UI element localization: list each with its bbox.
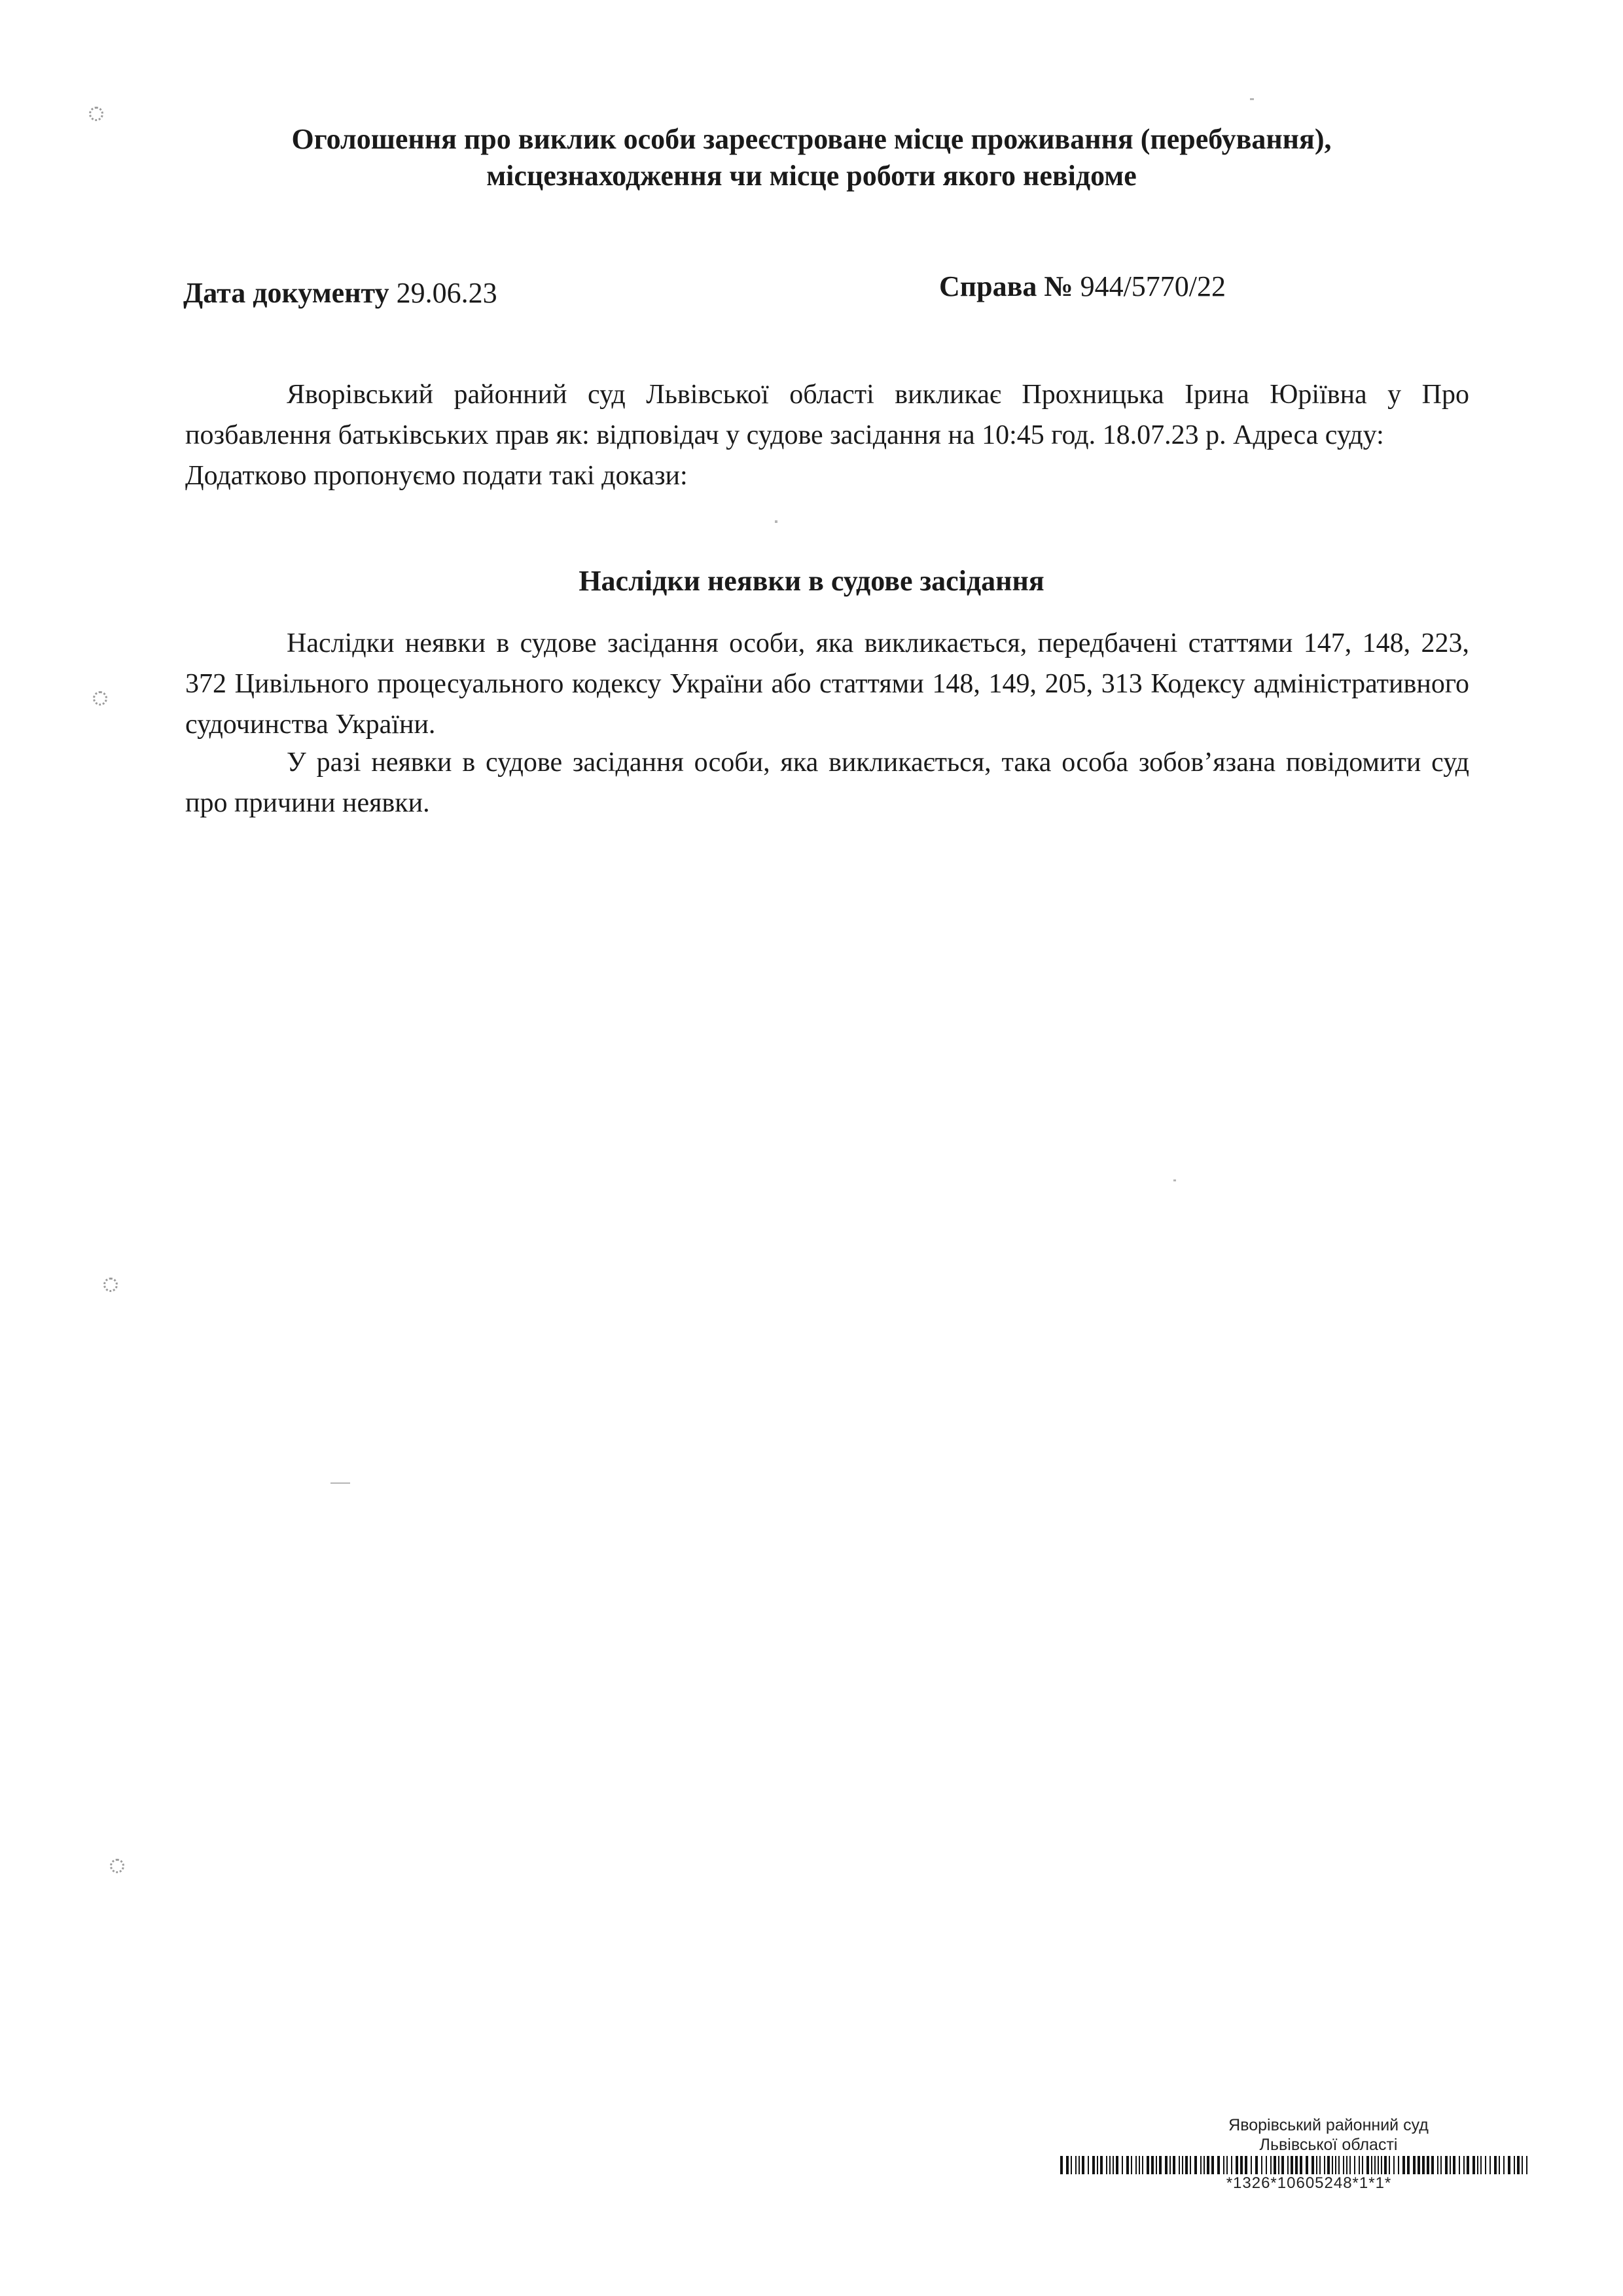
summons-paragraph [185,374,1469,496]
barcode [1060,2156,1531,2174]
title-line-2: місцезнаходження чи місце роботи якого невідоме [486,160,1137,192]
punch-hole-mark [93,691,107,706]
scan-speck [1173,1179,1176,1181]
barcode-number: *1326*10605248*1*1* [1226,2174,1392,2192]
scan-speck [775,520,777,523]
stamp-region: Львівської області [1259,2136,1398,2154]
consequences-paragraph: Наслідки неявки в судове засідання особи, яка викликається, передбачені статтями 147, 148, 223, 372 Цивільного процесуального кодексу України або статтями 148, 149, 205, 313 Кодексу адміністративного судочинства України. [185,628,1469,740]
case-number-value: 944/5770/22 [1080,270,1226,302]
scan-speck [1250,98,1254,100]
document-date-label: Дата документу [183,277,389,309]
document-title [0,121,1623,194]
document-date-value: 29.06.23 [396,277,497,309]
punch-hole-mark [110,1859,124,1873]
stamp-court-name: Яворівський районний суд [1228,2116,1429,2134]
court-registration-stamp [1060,2115,1558,2193]
punch-hole-mark [89,107,103,121]
document-date [183,275,497,312]
title-line-1: Оголошення про виклик особи зареєстроване місце проживання (перебування), [291,123,1332,155]
notification-paragraph: У разі неявки в судове засідання особи, яка викликається, така особа зобов’язана повідомити суд про причини неявки. [185,747,1469,818]
summons-text: Яворівський районний суд Львівської області викликає Прохницька Ірина Юріївна у Про позбавлення батьківських прав як: відповідач у судове засідання на 10:45 год. 18.07.23 р. Адреса суду: [185,380,1469,450]
evidence-request-text: Додатково пропонуємо подати такі докази: [185,461,688,491]
punch-hole-mark [103,1278,118,1292]
case-number-label: Справа № [939,270,1073,302]
consequences-heading: Наслідки неявки в судове засідання [579,565,1044,597]
case-number [939,268,1226,305]
scan-speck [330,1482,350,1484]
